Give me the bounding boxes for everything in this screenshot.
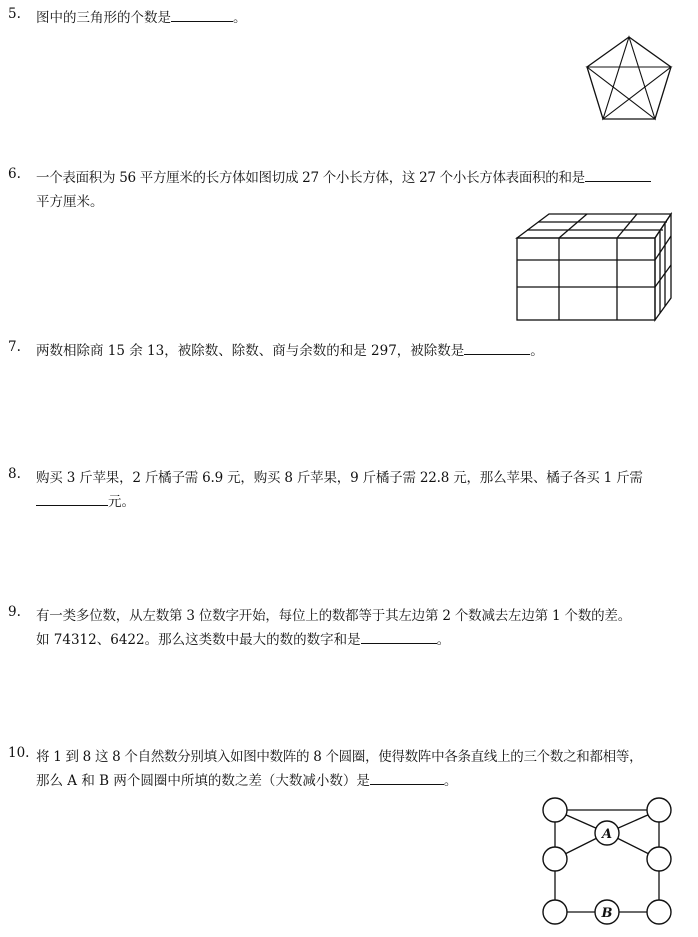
circle bbox=[543, 900, 567, 924]
circle-array-figure bbox=[536, 793, 678, 931]
question-text-line2: 平方厘米。 bbox=[36, 194, 104, 210]
answer-blank[interactable] bbox=[464, 342, 530, 355]
question-text-line2: 元。 bbox=[36, 490, 135, 510]
circle-a-label: A bbox=[601, 827, 613, 842]
question-text: 两数相除商 15 余 13，被除数、除数、商与余数的和是 297，被除数是 。 bbox=[36, 343, 544, 359]
question-text: 有一类多位数，从左数第 3 位数字开始，每位上的数都等于其左边第 2 个数减去左边第 1 个数的差。 bbox=[36, 608, 632, 624]
circle bbox=[543, 847, 567, 871]
question-number: 9. bbox=[8, 604, 21, 620]
question-text-line2: 那么 A 和 B 两个圆圈中所填的数之差（大数减小数）是 。 bbox=[36, 773, 458, 789]
circle bbox=[543, 798, 567, 822]
question-text: 一个表面积为 56 平方厘米的长方体如图切成 27 个小长方体，这 27 个小长方体表面积的和是 bbox=[36, 166, 651, 186]
answer-blank[interactable] bbox=[171, 9, 233, 22]
circle bbox=[647, 900, 671, 924]
answer-blank[interactable] bbox=[370, 772, 444, 785]
question-text: 图中的三角形的个数是 。 bbox=[36, 10, 247, 26]
answer-blank[interactable] bbox=[36, 493, 108, 506]
question-number: 5. bbox=[8, 6, 21, 22]
question-text: 将 1 到 8 这 8 个自然数分别填入如图中数阵的 8 个圆圈，使得数阵中各条直线上的三个数之和都相等， bbox=[36, 749, 643, 765]
question-text-line2: 如 74312、6422。那么这类数中最大的数的数字和是 。 bbox=[36, 632, 451, 648]
question-number: 7. bbox=[8, 339, 21, 355]
circle bbox=[647, 847, 671, 871]
question-text: 购买 3 斤苹果，2 斤橘子需 6.9 元，购买 8 斤苹果，9 斤橘子需 22.8 元，那么苹果、橘子各买 1 斤需 bbox=[36, 470, 643, 486]
cuboid-figure bbox=[514, 212, 674, 324]
question-number: 6. bbox=[8, 166, 21, 182]
pentagram-figure bbox=[584, 35, 674, 123]
circle-b-label: B bbox=[601, 906, 613, 921]
circle bbox=[647, 798, 671, 822]
answer-blank[interactable] bbox=[585, 169, 651, 182]
question-number: 8. bbox=[8, 466, 21, 482]
answer-blank[interactable] bbox=[361, 631, 437, 644]
question-number: 10. bbox=[8, 745, 30, 761]
